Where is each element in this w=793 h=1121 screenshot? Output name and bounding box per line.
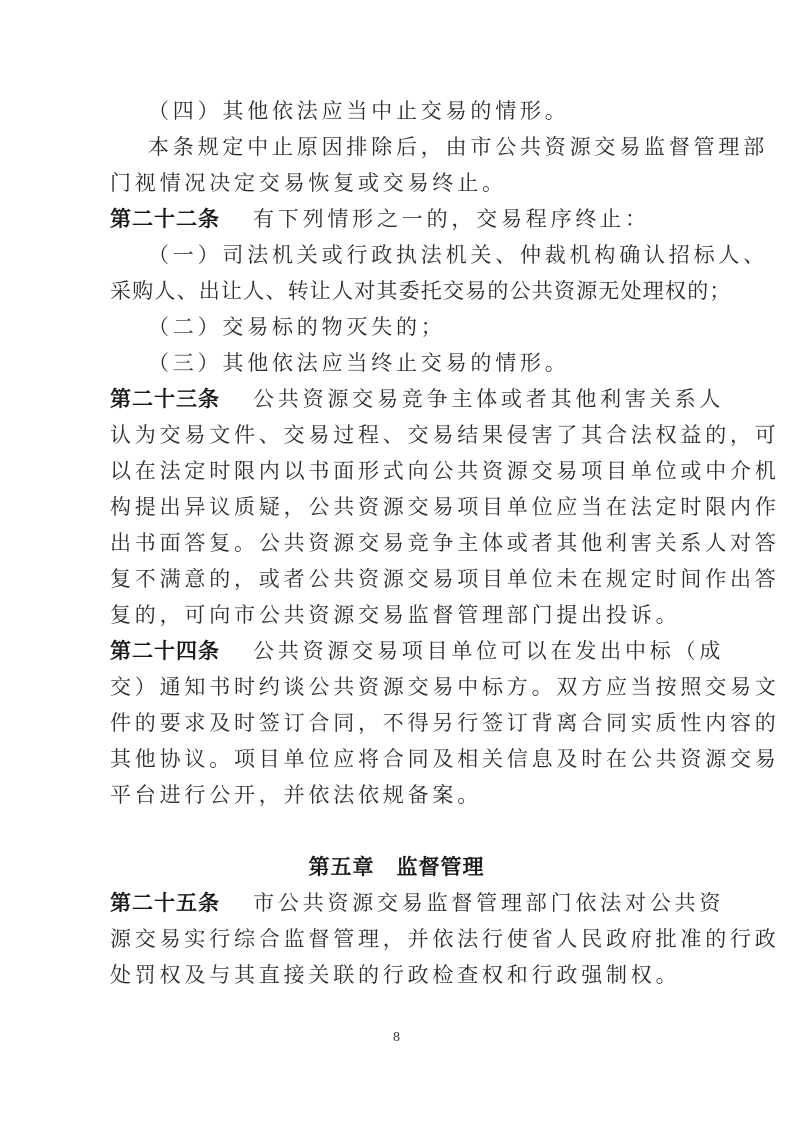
text-line: 采购人、出让人、转让人对其委托交易的公共资源无处理权的； [110,279,732,303]
page-number: 8 [393,1030,400,1045]
text-line: 有下列情形之一的，交易程序终止： [252,207,650,231]
text-line: （二）交易标的物灭失的； [148,315,446,339]
chapter-title: 第五章 监督管理 [308,855,485,879]
text-line: 认为交易文件、交易过程、交易结果侵害了其合法权益的，可 [110,423,780,447]
text-line: 处罚权及与其直接关联的行政检查权和行政强制权。 [110,963,681,987]
text-line: 以在法定时限内以书面形式向公共资源交易项目单位或中介机 [110,459,780,483]
text-line: 平台进行公开，并依法依规备案。 [110,783,482,807]
text-line: 门视情况决定交易恢复或交易终止。 [110,171,507,195]
text-line: 复的，可向市公共资源交易监督管理部门提出投诉。 [110,603,681,627]
text-line: 出书面答复。公共资源交易竞争主体或者其他利害关系人对答 [110,531,780,555]
text-line: （一）司法机关或行政执法机关、仲裁机构确认招标人、 [148,243,768,267]
article-23-heading: 第二十三条 [110,387,220,411]
text-line: 本条规定中止原因排除后，由市公共资源交易监督管理部 [148,135,768,159]
article-23-line [110,381,725,417]
text-line: 公共资源交易项目单位可以在发出中标（成 [252,639,725,663]
text-line: （三）其他依法应当终止交易的情形。 [148,351,570,375]
text-line: 构提出异议质疑，公共资源交易项目单位应当在法定时限内作 [110,495,780,519]
text-line: 件的要求及时签订合同，不得另行签订背离合同实质性内容的 [110,711,780,735]
text-line: 市公共资源交易监督管理部门依法对公共资 [252,891,725,915]
article-22-heading: 第二十二条 [110,207,220,231]
text-line: 交）通知书时约谈公共资源交易中标方。双方应当按照交易文 [110,675,780,699]
article-22-line [110,201,685,237]
article-24-line [110,633,725,669]
text-line: （四）其他依法应当中止交易的情形。 [148,99,570,123]
text-line: 其他协议。项目单位应将合同及相关信息及时在公共资源交易 [110,747,780,771]
article-25-heading: 第二十五条 [110,891,220,915]
text-line: 源交易实行综合监督管理，并依法行使省人民政府批准的行政 [110,927,780,951]
text-line: 公共资源交易竞争主体或者其他利害关系人 [252,387,725,411]
article-24-heading: 第二十四条 [110,639,220,663]
text-line: 复不满意的，或者公共资源交易项目单位未在规定时间作出答 [110,567,780,591]
article-25-line [110,885,725,921]
